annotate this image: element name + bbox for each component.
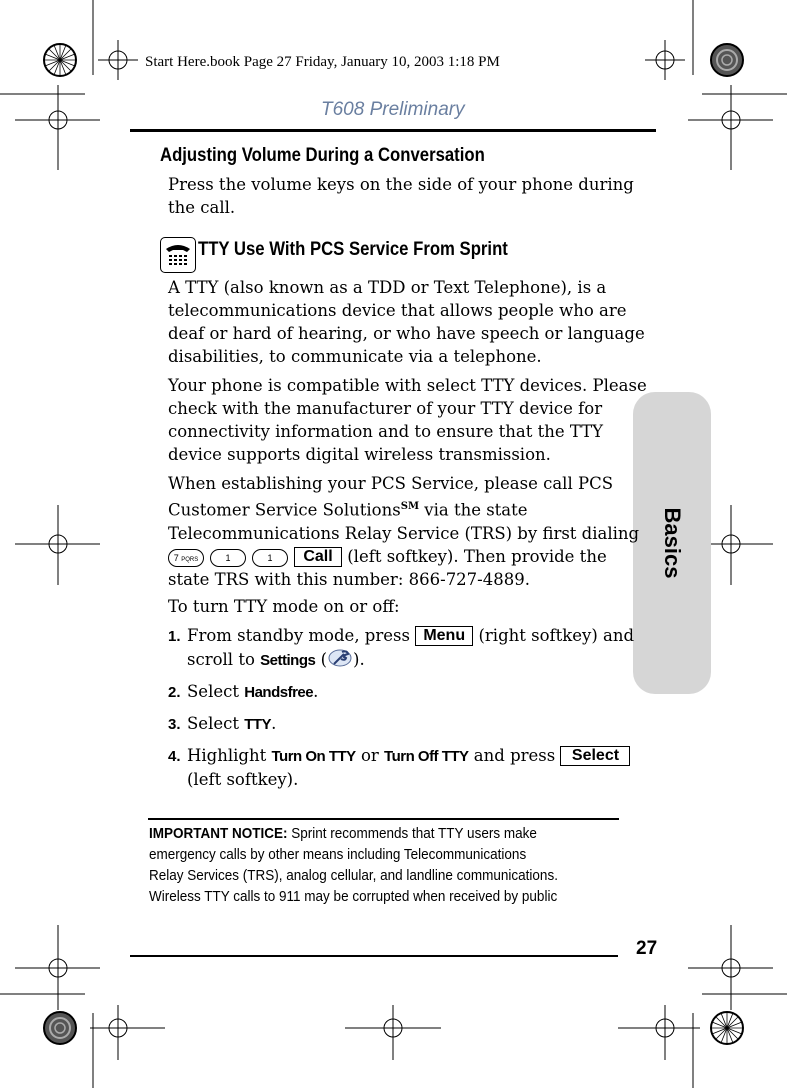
section-heading-tty: TTY Use With PCS Service From Sprint bbox=[198, 239, 508, 260]
step-4: 4. Highlight Turn On TTY or Turn Off TTY and press Select (left softkey). bbox=[168, 744, 630, 791]
footer-rule bbox=[130, 955, 618, 957]
section-tab-label: Basics bbox=[660, 507, 685, 579]
starburst-mark-tr bbox=[711, 44, 743, 76]
preliminary-label: T608 Preliminary bbox=[321, 99, 465, 120]
starburst-mark-bl bbox=[44, 1012, 76, 1044]
important-notice: IMPORTANT NOTICE: Sprint recommends that TTY users make emergency calls by other means including Telecommunications Relay Services (TRS), analog cellular, and landline communications. Wireless TTY calls to 911 may be corrupted when received by public bbox=[149, 825, 558, 905]
menu-softkey: Menu bbox=[415, 626, 473, 646]
tty-paragraph-3: When establishing your PCS Service, please call PCS Customer Service Solutions℠ via the state Telecommunications Relay Service (TRS) by first dialing 7 PQRS 1 1 Call (left softkey). Then provide the state TRS with this number: 866-727-4889. bbox=[168, 474, 640, 589]
step-1: 1. From standby mode, press Menu (right softkey) and scroll to Settings ( ). bbox=[168, 626, 635, 669]
book-info-line: Start Here.book Page 27 Friday, January 10, 2003 1:18 PM bbox=[145, 54, 500, 70]
tty-paragraph-2: Your phone is compatible with select TTY devices. Please check with the manufacturer of your TTY device for connectivity information and to ensure that the TTY device supports digital wireless transmission. bbox=[168, 376, 647, 464]
notice-rule bbox=[148, 818, 619, 820]
starburst-mark-br bbox=[711, 1012, 743, 1044]
page-number: 27 bbox=[636, 938, 658, 959]
select-softkey: Select bbox=[560, 746, 630, 766]
header-rule bbox=[130, 129, 656, 132]
step-2: 2. Select Handsfree. bbox=[168, 682, 319, 701]
tty-paragraph-1: A TTY (also known as a TDD or Text Telephone), is a telecommunications device that allows people who are deaf or hard of hearing, or who have speech or language disabilities, to communicate via a telephone. bbox=[168, 278, 645, 366]
step-3: 3. Select TTY. bbox=[168, 714, 277, 733]
section-heading-volume: Adjusting Volume During a Conversation bbox=[160, 145, 485, 166]
key-7-pqrs: 7 PQRS bbox=[168, 549, 204, 567]
wrench-icon bbox=[327, 648, 353, 668]
tty-mode-intro: To turn TTY mode on or off: bbox=[168, 597, 400, 616]
crosshair-mark-1 bbox=[98, 40, 138, 80]
call-softkey: Call bbox=[294, 547, 342, 567]
key-1: 1 bbox=[210, 549, 246, 567]
crosshair-mark-2 bbox=[645, 40, 685, 80]
tty-phone-icon bbox=[160, 237, 196, 273]
starburst-mark-tl bbox=[44, 44, 76, 76]
key-1-second: 1 bbox=[252, 549, 288, 567]
volume-paragraph: Press the volume keys on the side of your phone during the call. bbox=[168, 175, 634, 217]
